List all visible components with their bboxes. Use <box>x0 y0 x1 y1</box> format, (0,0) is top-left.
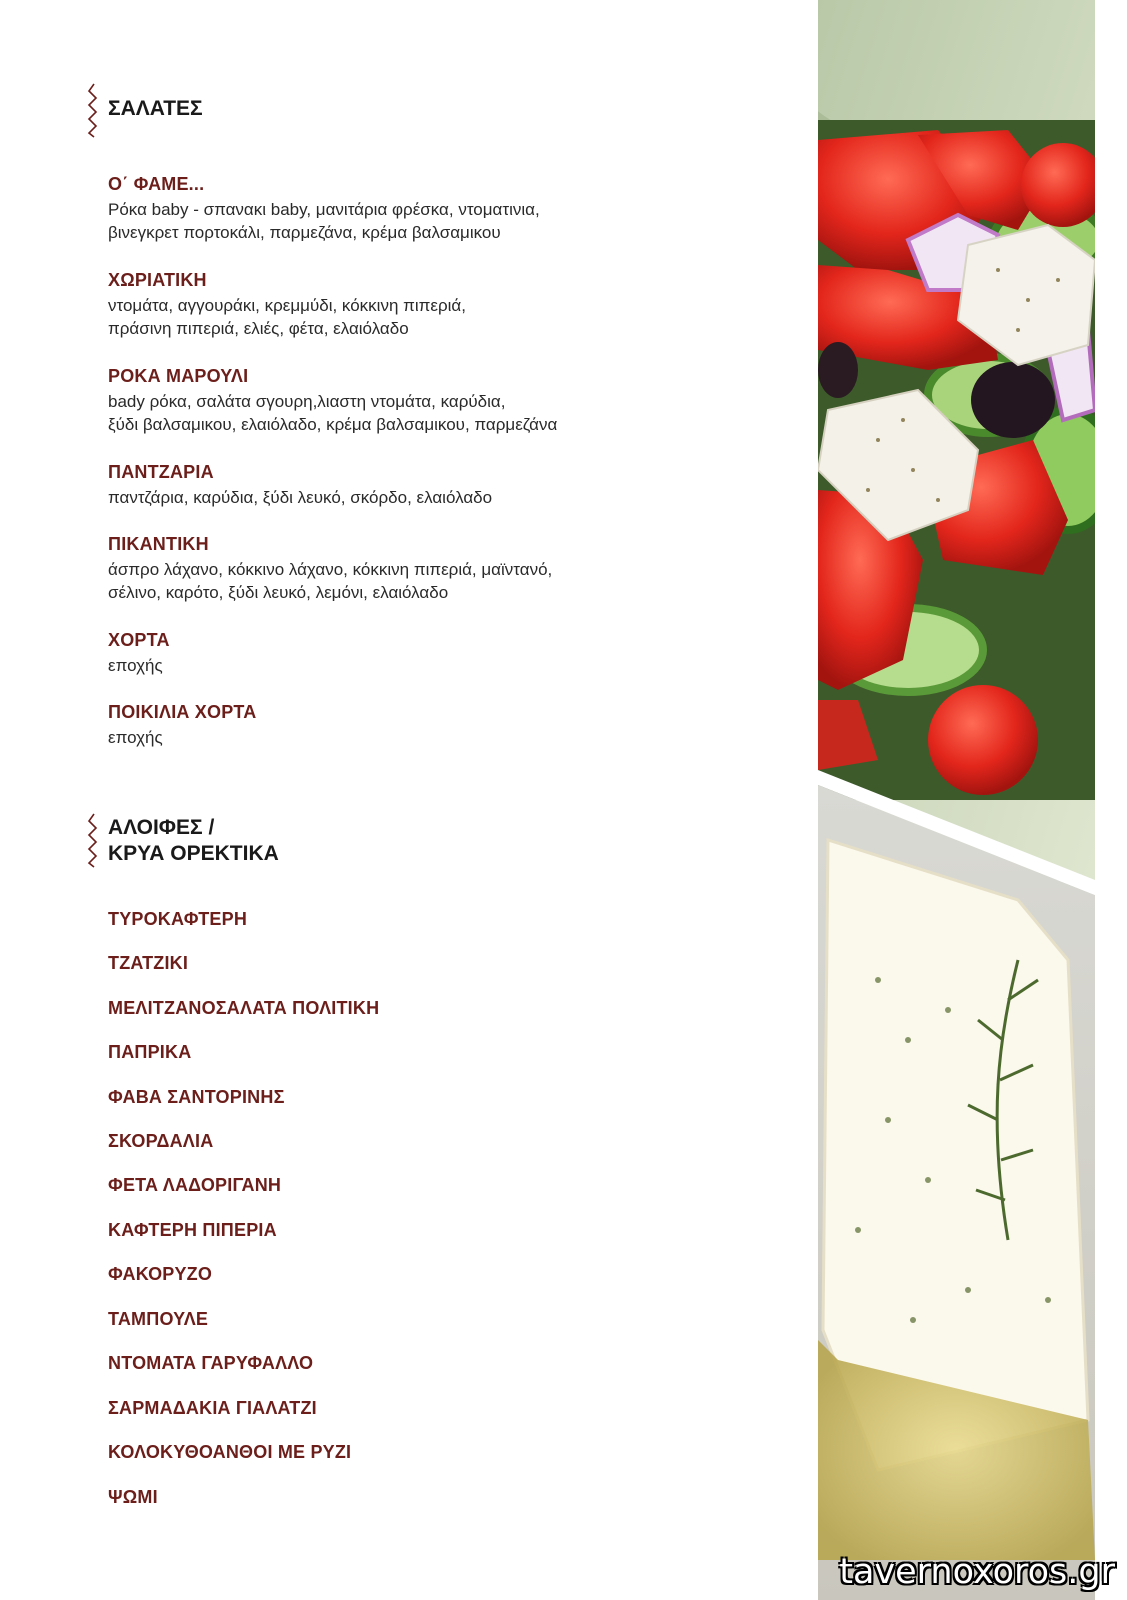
dish-name: ΣΚΟΡΔΑΛΙΑ <box>108 1131 214 1151</box>
dish-description: bady ρόκα, σαλάτα σγουρη,λιαστη ντομάτα, καρύδια, ξύδι βαλσαμικου, ελαιόλαδο, κρέμα βαλσαμικου, παρμεζάνα <box>108 392 558 434</box>
dish-name: ΧΟΡΤΑ <box>108 630 170 650</box>
food-photo-image <box>818 0 1095 1600</box>
dish-name: ΚΟΛΟΚΥΘΟΑΝΘΟΙ ΜΕ ΡΥΖΙ <box>108 1442 352 1462</box>
dish-description: εποχής <box>108 728 163 747</box>
dish-name: ΝΤΟΜΑΤΑ ΓΑΡΥΦΑΛΛΟ <box>108 1353 314 1373</box>
dish-name: ΦΑΒΑ ΣΑΝΤΟΡΙΝΗΣ <box>108 1087 285 1107</box>
dish-name: ΠΑΠΡΙΚΑ <box>108 1042 192 1062</box>
dish-description: παντζάρια, καρύδια, ξύδι λευκό, σκόρδο, ελαιόλαδο <box>108 488 493 507</box>
wavy-ornament-icon <box>86 812 100 868</box>
dish-name: ΤΥΡΟΚΑΦΤΕΡΗ <box>108 909 248 929</box>
dish-name: ΧΩΡΙΑΤΙΚΗ <box>108 270 207 290</box>
dish-name: ΚΑΦΤΕΡΗ ΠΙΠΕΡΙΑ <box>108 1220 277 1240</box>
dish-name: ΠΑΝΤΖΑΡΙΑ <box>108 462 214 482</box>
dish-description: Ρόκα baby - σπανακι baby, μανιτάρια φρέσκα, ντοματινια, βινεγκρετ πορτοκάλι, παρμεζάνα, κρέμα βαλσαμικου <box>108 200 540 242</box>
dish-name: ΠΙΚΑΝΤΙΚΗ <box>108 534 209 554</box>
dish-name: ΨΩΜΙ <box>108 1487 158 1507</box>
dish-name: ΤΖΑΤΖΙΚΙ <box>108 953 189 973</box>
watermark: tavernoxoros.gr <box>839 1552 1115 1592</box>
dish-name: ΤΑΜΠΟΥΛΕ <box>108 1309 209 1329</box>
dish-name: ΦΕΤΑ ΛΑΔΟΡΙΓΑΝΗ <box>108 1175 282 1195</box>
section-title-spreads: ΑΛΟΙΦΕΣ / ΚΡΥΑ ΟΡΕΚΤΙΚΑ <box>108 816 279 865</box>
dish-name: Ο΄ ΦΑΜΕ... <box>108 174 205 194</box>
dish-description: ντομάτα, αγγουράκι, κρεμμύδι, κόκκινη πιπεριά, πράσινη πιπεριά, ελιές, φέτα, ελαιόλαδο <box>108 296 466 338</box>
section-title-salads: ΣΑΛΑΤΕΣ <box>108 97 203 120</box>
dish-name: ΡΟΚΑ ΜΑΡΟΥΛΙ <box>108 366 249 386</box>
dish-description: άσπρο λάχανο, κόκκινο λάχανο, κόκκινη πιπεριά, μαϊντανό, σέλινο, καρότο, ξύδι λευκό, λεμόνι, ελαιόλαδο <box>108 560 553 602</box>
dish-name: ΦΑΚΟΡΥΖΟ <box>108 1264 213 1284</box>
dish-name: ΜΕΛΙΤΖΑΝΟΣΑΛΑΤΑ ΠΟΛΙΤΙΚΗ <box>108 998 380 1018</box>
dish-description: εποχής <box>108 656 163 675</box>
wavy-ornament-icon <box>86 82 100 138</box>
dish-name: ΣΑΡΜΑΔΑΚΙΑ ΓΙΑΛΑΤΖΙ <box>108 1398 317 1418</box>
dish-name: ΠΟΙΚΙΛΙΑ ΧΟΡΤΑ <box>108 702 257 722</box>
